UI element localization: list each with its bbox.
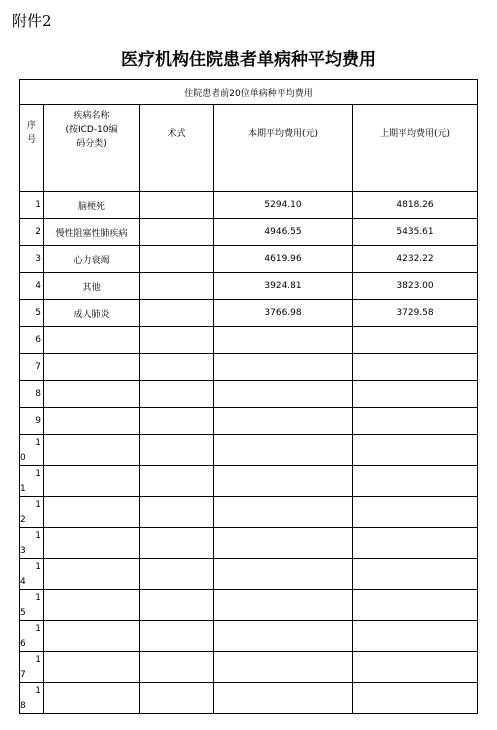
header-procedure: 术式 [140, 105, 214, 192]
table-subtitle-row [20, 80, 478, 105]
row-index [20, 528, 44, 559]
row-previous-avg [353, 683, 478, 714]
header-disease-line2: (按ICD-10编 [65, 125, 118, 135]
row-index [20, 590, 44, 621]
row-procedure [140, 590, 214, 621]
row-index: 4 [20, 273, 44, 300]
row-procedure [140, 327, 214, 354]
row-index: 7 [20, 354, 44, 381]
row-index: 9 [20, 408, 44, 435]
row-current-avg [214, 652, 353, 683]
row-disease [44, 408, 140, 435]
row-index: 6 [20, 327, 44, 354]
row-current-avg: 4619.96 [214, 246, 353, 273]
row-disease [44, 590, 140, 621]
row-index-top: 1 [35, 469, 41, 479]
row-current-avg [214, 435, 353, 466]
row-previous-avg [353, 408, 478, 435]
row-current-avg [214, 466, 353, 497]
row-index-top: 1 [35, 531, 41, 541]
row-previous-avg: 3823.00 [353, 273, 478, 300]
row-disease [44, 528, 140, 559]
row-previous-avg [353, 435, 478, 466]
row-index-bottom: 2 [20, 515, 26, 525]
row-previous-avg: 4232.22 [353, 246, 478, 273]
table-row [20, 683, 478, 714]
row-procedure [140, 466, 214, 497]
row-previous-avg [353, 528, 478, 559]
row-previous-avg [353, 497, 478, 528]
table-row [20, 381, 478, 408]
row-index-top: 1 [35, 686, 41, 696]
attachment-label: 附件2 [12, 12, 52, 30]
table-row [20, 354, 478, 381]
row-index-bottom: 4 [20, 577, 26, 587]
row-procedure [140, 273, 214, 300]
document-title: 医疗机构住院患者单病种平均费用 [121, 50, 376, 70]
row-index [20, 435, 44, 466]
table-subtitle: 住院患者前20位单病种平均费用 [20, 80, 478, 105]
row-disease [44, 466, 140, 497]
row-current-avg [214, 327, 353, 354]
row-index-top: 1 [35, 438, 41, 448]
row-procedure [140, 497, 214, 528]
row-procedure [140, 652, 214, 683]
row-disease [44, 354, 140, 381]
row-current-avg [214, 354, 353, 381]
row-current-avg [214, 621, 353, 652]
row-procedure [140, 354, 214, 381]
row-procedure [140, 435, 214, 466]
row-index-bottom: 8 [20, 701, 26, 711]
row-index-top: 1 [35, 624, 41, 634]
row-current-avg: 3766.98 [214, 300, 353, 327]
table-header-row [20, 105, 478, 192]
header-disease-line1: 疾病名称 [73, 111, 110, 121]
table-row [20, 528, 478, 559]
row-previous-avg: 5435.61 [353, 219, 478, 246]
table-row [20, 300, 478, 327]
row-disease [44, 497, 140, 528]
row-current-avg [214, 528, 353, 559]
row-index: 5 [20, 300, 44, 327]
row-procedure [140, 528, 214, 559]
row-index: 1 [20, 192, 44, 219]
row-previous-avg: 3729.58 [353, 300, 478, 327]
table-row [20, 246, 478, 273]
row-index-bottom: 1 [20, 484, 26, 494]
row-disease: 其他 [44, 273, 140, 300]
header-disease [44, 105, 140, 192]
row-index [20, 683, 44, 714]
table-row [20, 466, 478, 497]
row-procedure [140, 300, 214, 327]
row-current-avg [214, 559, 353, 590]
header-index-line2: 号 [26, 135, 36, 145]
row-index-bottom: 5 [20, 608, 26, 618]
table-row [20, 219, 478, 246]
row-current-avg [214, 590, 353, 621]
row-previous-avg [353, 621, 478, 652]
row-procedure [140, 559, 214, 590]
row-previous-avg: 4818.26 [353, 192, 478, 219]
row-disease [44, 683, 140, 714]
table-row [20, 652, 478, 683]
row-current-avg: 3924.81 [214, 273, 353, 300]
row-disease [44, 621, 140, 652]
row-index [20, 652, 44, 683]
row-current-avg: 5294.10 [214, 192, 353, 219]
header-disease-line3: 码分类) [76, 139, 107, 149]
table-row [20, 497, 478, 528]
cost-table [19, 79, 478, 714]
row-index-bottom: 7 [20, 670, 26, 680]
row-current-avg [214, 408, 353, 435]
row-index: 2 [20, 219, 44, 246]
row-previous-avg [353, 652, 478, 683]
row-index [20, 466, 44, 497]
row-disease [44, 327, 140, 354]
row-procedure [140, 246, 214, 273]
header-index [20, 105, 44, 192]
header-previous-avg: 上期平均费用(元) [353, 105, 478, 192]
row-procedure [140, 381, 214, 408]
row-index-top: 1 [35, 593, 41, 603]
row-previous-avg [353, 381, 478, 408]
row-index-top: 1 [35, 500, 41, 510]
table-row [20, 590, 478, 621]
row-disease [44, 435, 140, 466]
row-procedure [140, 621, 214, 652]
row-procedure [140, 683, 214, 714]
row-index [20, 497, 44, 528]
row-procedure [140, 219, 214, 246]
row-disease: 脑梗死 [44, 192, 140, 219]
row-disease [44, 559, 140, 590]
table-row [20, 327, 478, 354]
row-index: 3 [20, 246, 44, 273]
row-disease: 成人肺炎 [44, 300, 140, 327]
row-index-bottom: 3 [20, 546, 26, 556]
table-row [20, 192, 478, 219]
row-previous-avg [353, 354, 478, 381]
header-current-avg: 本期平均费用(元) [214, 105, 353, 192]
row-index [20, 621, 44, 652]
row-procedure [140, 408, 214, 435]
row-disease: 心力衰竭 [44, 246, 140, 273]
table-row [20, 559, 478, 590]
row-current-avg [214, 381, 353, 408]
row-procedure [140, 192, 214, 219]
row-disease [44, 652, 140, 683]
table-row [20, 408, 478, 435]
row-index-bottom: 0 [20, 453, 26, 463]
row-previous-avg [353, 559, 478, 590]
row-index-top: 1 [35, 655, 41, 665]
row-index: 8 [20, 381, 44, 408]
row-current-avg: 4946.55 [214, 219, 353, 246]
row-previous-avg [353, 590, 478, 621]
row-disease: 慢性阻塞性肺疾病 [44, 219, 140, 246]
table-row [20, 621, 478, 652]
row-current-avg [214, 497, 353, 528]
row-previous-avg [353, 327, 478, 354]
header-index-line1: 序 [26, 121, 36, 131]
table-row [20, 273, 478, 300]
row-disease [44, 381, 140, 408]
row-index-top: 1 [35, 562, 41, 572]
row-index-bottom: 6 [20, 639, 26, 649]
row-current-avg [214, 683, 353, 714]
row-index [20, 559, 44, 590]
table-row [20, 435, 478, 466]
row-previous-avg [353, 466, 478, 497]
